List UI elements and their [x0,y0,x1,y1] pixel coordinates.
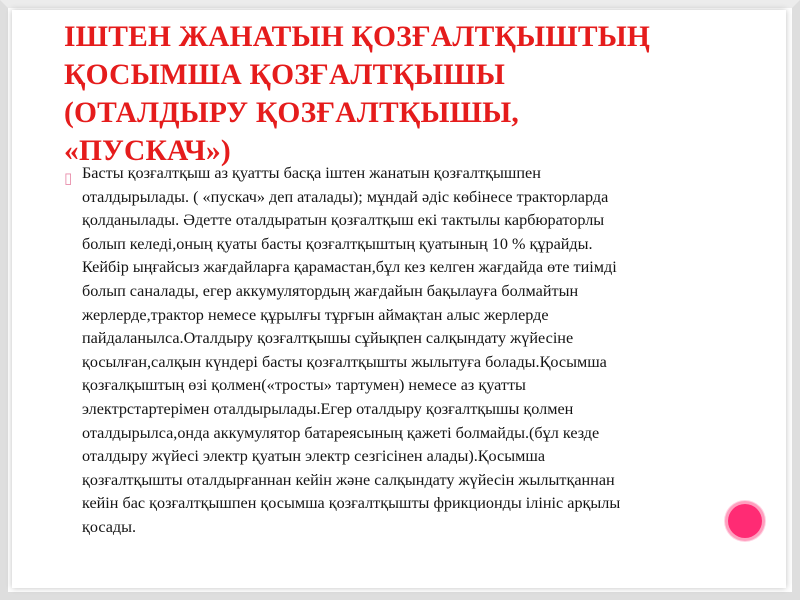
body-line: Кейбір ыңғайсыз жағдайларға қарамастан,бұл кез келген жағдайда өте тиімді [82,258,617,277]
slide [12,10,786,588]
body-line: жерлерде,трактор немесе құрылғы тұрғын аймақтан алыс жерлерде [82,305,549,324]
body-line: қозғалқыштың өзі қолмен(«тросты» тартумен) немесе аз қуатты [82,376,526,395]
title-line: (ОТАЛДЫРУ ҚОЗҒАЛТҚЫШЫ, [64,97,519,129]
body-line: оталдырылса,онда аккумулятор батареясының қажеті болмайды.(бұл кезде [82,423,600,442]
body-line: қолданылады. Әдетте оталдыратын қозғалтқыш екі тактылы карбюраторлы [82,211,605,230]
body-line: пайдаланылса.Оталдыру қозғалтқышы сұйықпен салқындату жүйесіне [82,329,574,348]
body-line: оталдыру жүйесі электр қуатын электр сезгісінен алады).Қосымша [82,447,546,466]
slide-body-text [82,162,762,540]
decorative-circle-icon [728,504,762,538]
body-line: қозғалтқышты оталдырғаннан кейін және салқындату жүйесін жылытқаннан [82,470,615,489]
body-line: қосады. [82,517,137,536]
slide-title [64,18,764,170]
title-line: ҚОСЫМША ҚОЗҒАЛТҚЫШЫ [64,59,506,91]
body-line: кейін бас қозғалтқышпен қосымша қозғалтқышты фрикционды ілініс арқылы [82,494,621,513]
title-line: «ПУСКАЧ») [64,135,231,167]
title-line: ІШТЕН ЖАНАТЫН ҚОЗҒАЛТҚЫШТЫҢ [64,21,651,53]
body-line: электрстартерімен оталдырылады.Егер оталдыру қозғалтқышы қолмен [82,399,574,418]
body-line: болып келеді,оның қуаты басты қозғалтқыштың қуатының 10 % құрайды. [82,234,593,253]
body-line: болып саналады, егер аккумулятордың жағдайын бақылауға болмайтын [82,281,579,300]
body-line: қосылған,салқын күндері басты қозғалтқышты жылытуға болады.Қосымша [82,352,607,371]
body-line: оталдырылады. ( «пускач» деп аталады); мұндай әдіс көбінесе тракторларда [82,187,609,206]
body-line: Басты қозғалтқыш аз қуатты басқа іштен жанатын қозғалтқышпен [82,164,541,182]
bullet-icon: ▯ [64,171,73,187]
